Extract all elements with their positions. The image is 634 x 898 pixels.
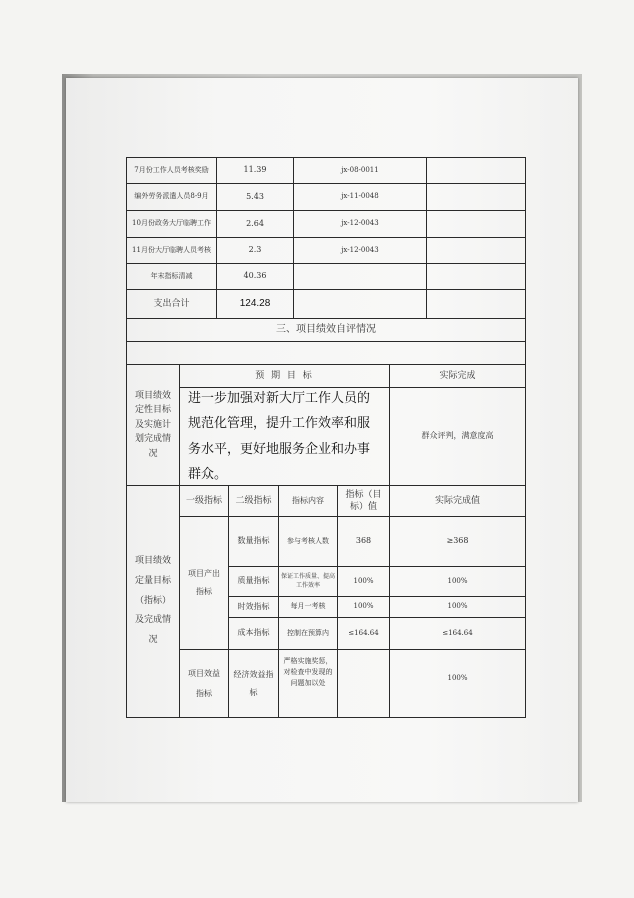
expense-amount-cell: 2.64 [216, 210, 294, 238]
header-content: 指标内容 [278, 485, 338, 517]
expected-target-text: 进一步加强对新大厅工作人员的规范化管理，提升工作效率和服务水平，更好地服务企业和办事群众。 [179, 387, 390, 486]
content-cell: 严格实施奖惩，对检查中发现的问题加以处 [278, 649, 338, 718]
expense-name-cell: 年末指标清减 [126, 263, 217, 290]
level2-cell: 时效指标 [228, 596, 279, 618]
actual-completion-text: 群众评判，满意度高 [389, 387, 526, 486]
header-level2: 二级指标 [228, 485, 279, 517]
actual-cell: 100% [389, 566, 526, 597]
section-title: 三、项目绩效自评情况 [126, 318, 526, 342]
total-label: 支出合计 [126, 289, 217, 319]
benefit-indicator-label: 项目效益指标 [179, 649, 229, 718]
actual-cell: 100% [389, 649, 526, 718]
expense-note-cell [426, 157, 526, 184]
level2-cell: 成本指标 [228, 617, 279, 650]
actual-completion-header: 实际完成 [389, 364, 526, 388]
total-amount: 124.28 [216, 289, 294, 319]
content-cell: 保证工作质量、提高工作效率 [278, 566, 338, 597]
qualitative-row-label: 项目绩效定性目标及实施计划完成情况 [126, 364, 180, 486]
level2-cell: 数量指标 [228, 516, 279, 567]
target-cell: ≤164.64 [337, 617, 390, 650]
expense-name-cell: 11月份大厅临聘人员考核 [126, 237, 217, 264]
expense-code-cell [293, 263, 427, 290]
expected-target-header: 预 期 目 标 [179, 364, 390, 388]
expense-name-cell: 编外劳务派遣人员8-9月 [126, 183, 217, 211]
output-indicator-label: 项目产出指标 [179, 516, 229, 650]
expense-note-cell [426, 183, 526, 211]
total-code-cell [293, 289, 427, 319]
target-cell: 100% [337, 596, 390, 618]
expense-note-cell [426, 210, 526, 238]
document-page [66, 78, 578, 802]
actual-cell: 100% [389, 596, 526, 618]
content-cell: 参与考核人数 [278, 516, 338, 567]
quantitative-row-label: 项目绩效定量目标（指标）及完成情况 [126, 485, 180, 718]
content-cell: 控制在预算内 [278, 617, 338, 650]
level2-cell: 经济效益指标 [228, 649, 279, 718]
expense-amount-cell: 2.3 [216, 237, 294, 264]
expense-code-cell: jx-12-0043 [293, 210, 427, 238]
header-actual: 实际完成值 [389, 485, 526, 517]
expense-amount-cell: 40.36 [216, 263, 294, 290]
actual-cell: ≤164.64 [389, 617, 526, 650]
header-level1: 一级指标 [179, 485, 229, 517]
content-cell: 每月一考核 [278, 596, 338, 618]
expense-note-cell [426, 237, 526, 264]
total-note-cell [426, 289, 526, 319]
expense-name-cell: 7月份工作人员考核奖励 [126, 157, 217, 184]
expense-code-cell: jx-12-0043 [293, 237, 427, 264]
expense-code-cell: jx-11-0048 [293, 183, 427, 211]
expense-amount-cell: 5.43 [216, 183, 294, 211]
header-target: 指标（目标）值 [337, 485, 390, 517]
target-cell: 100% [337, 566, 390, 597]
expense-name-cell: 10月份政务大厅临聘工作 [126, 210, 217, 238]
actual-cell: ≥368 [389, 516, 526, 567]
expense-code-cell: jx-08-0011 [293, 157, 427, 184]
expense-note-cell [426, 263, 526, 290]
level2-cell: 质量指标 [228, 566, 279, 597]
expense-amount-cell: 11.39 [216, 157, 294, 184]
target-cell [337, 649, 390, 718]
target-cell: 368 [337, 516, 390, 567]
blank-row [126, 341, 526, 365]
